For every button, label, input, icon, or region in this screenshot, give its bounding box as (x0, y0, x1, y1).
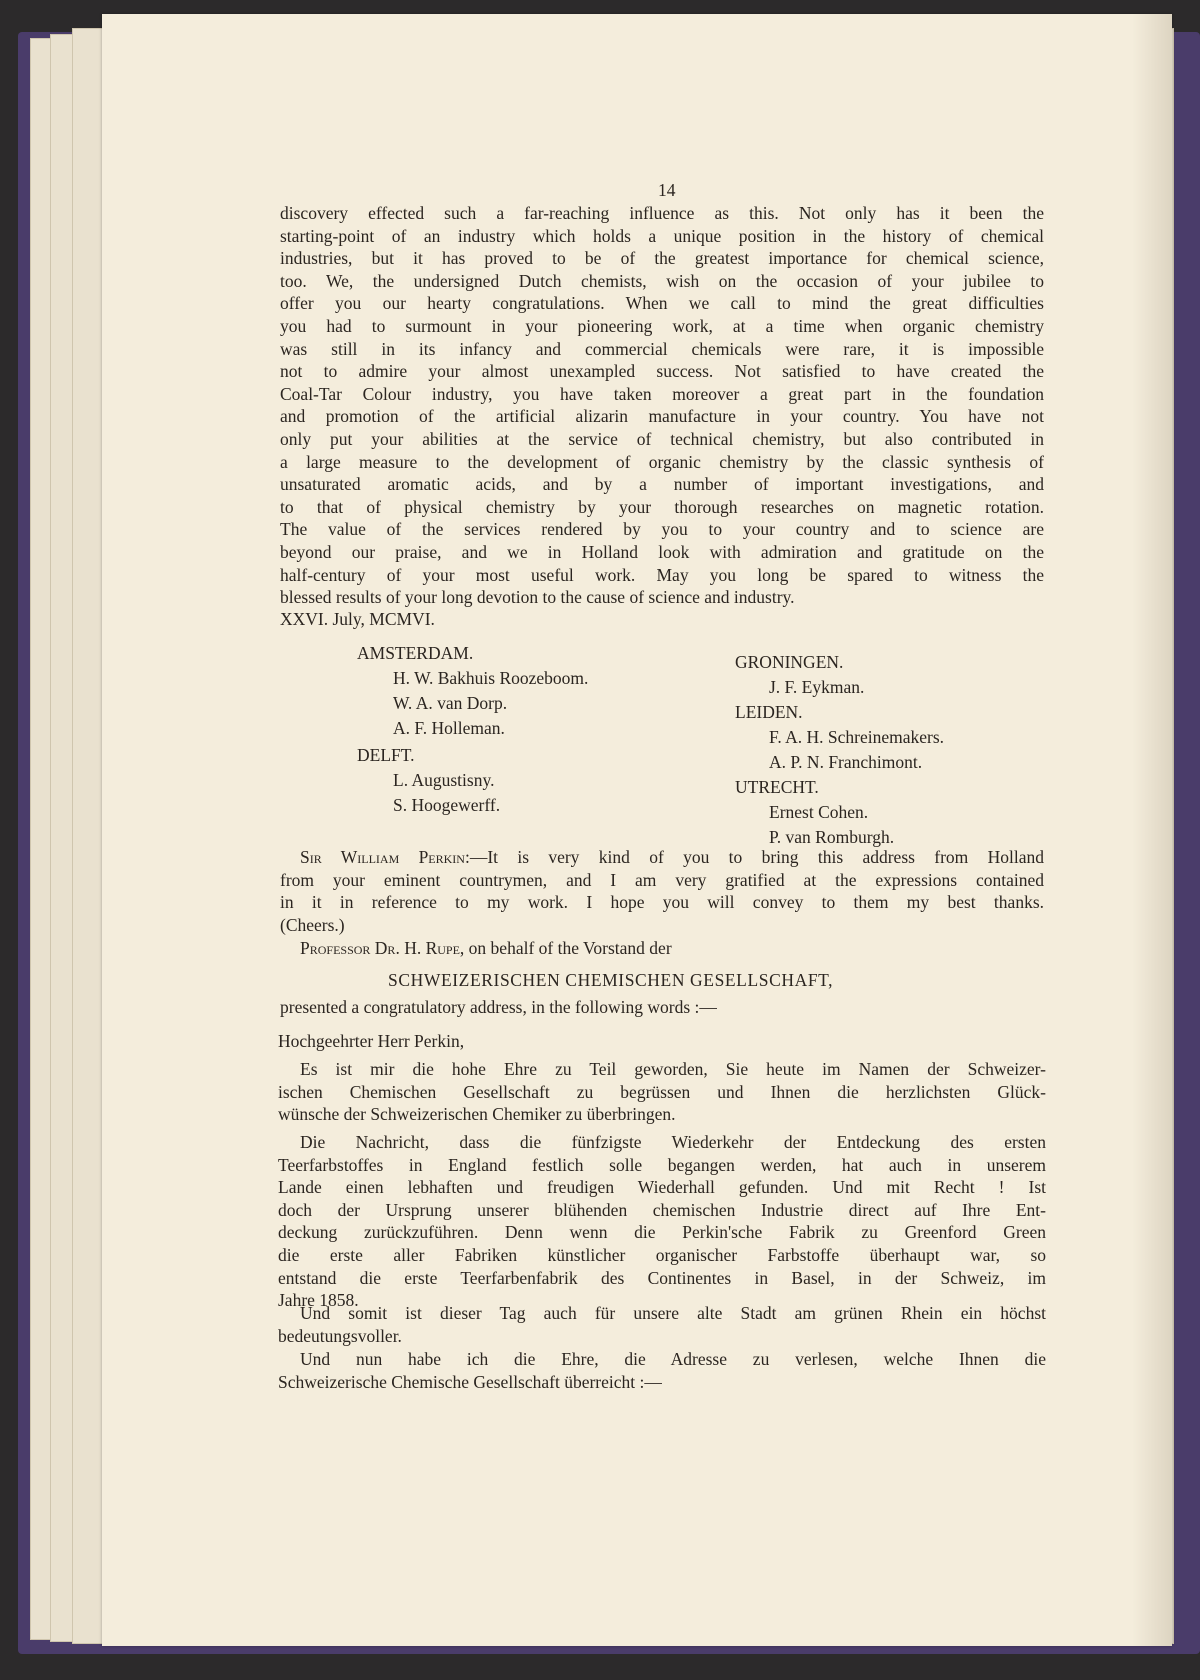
book-page (102, 14, 1172, 1646)
address-line: too. We, the undersigned Dutch chemists, wish on the occasion of your jubilee to (280, 270, 1044, 291)
german-address-line: die erste aller Fabriken künstlicher organischer Farbstoffe überhaupt war, so (278, 1245, 1046, 1265)
address-line: not to admire your almost unexampled success. Not satisfied to have created the (280, 361, 1044, 382)
rupe-intro: Professor Dr. H. Rupe, on behalf of the Vorstand der (300, 938, 672, 958)
city-heading: GRONINGEN. (735, 652, 844, 672)
city-heading: DELFT. (357, 745, 415, 765)
signatory-name: A. F. Holleman. (393, 718, 505, 738)
address-line: blessed results of your long devotion to the cause of science and industry. (280, 587, 795, 608)
address-line: The value of the services rendered by you to your country and to science are (280, 519, 1044, 540)
address-date: XXVI. July, MCMVI. (280, 609, 435, 629)
address-line: was still in its infancy and commercial chemicals were rare, it is impossible (280, 338, 1044, 359)
german-address-line: doch der Ursprung unserer blühenden chemischen Industrie direct auf Ihre Ent- (278, 1199, 1046, 1220)
address-line: offer you our hearty congratulations. When we call to mind the great difficulties (280, 293, 1044, 314)
society-name: SCHWEIZERISCHEN CHEMISCHEN GESELLSCHAFT, (388, 970, 834, 990)
perkin-reply-line: (Cheers.) (280, 914, 345, 935)
german-address-line: Und nun habe ich die Ehre, die Adresse zu verlesen, welche Ihnen die (300, 1349, 1046, 1369)
speaker-name: Sir William Perkin (300, 847, 465, 867)
city-heading: UTRECHT. (735, 777, 819, 797)
address-line: discovery effected such a far-reaching influence as this. Not only has it been the (280, 203, 1044, 223)
perkin-reply-line: from your eminent countrymen, and I am very gratified at the expressions contained (280, 869, 1044, 890)
speaker-name: Professor Dr. H. Rupe (300, 938, 460, 958)
address-line: and promotion of the artificial alizarin manufacture in your country. You have not (280, 406, 1044, 427)
salutation: Hochgeehrter Herr Perkin, (278, 1031, 465, 1051)
german-address-line: ischen Chemischen Gesellschaft zu begrüssen und Ihnen die herzlichsten Glück- (278, 1081, 1046, 1102)
address-line: you had to surmount in your pioneering work, at a time when organic chemistry (280, 316, 1044, 336)
address-line: a large measure to the development of organic chemistry by the classic synthesis of (280, 451, 1044, 472)
signatory-name: W. A. van Dorp. (393, 693, 508, 713)
german-address-line: deckung zurückzuführen. Denn wenn die Perkin'sche Fabrik zu Greenford Green (278, 1222, 1046, 1243)
signatory-name: P. van Romburgh. (769, 827, 895, 847)
address-line: beyond our praise, and we in Holland look with admiration and gratitude on the (280, 542, 1044, 562)
address-line: to that of physical chemistry by your thorough researches on magnetic rotation. (280, 496, 1044, 517)
address-line: Coal-Tar Colour industry, you have taken moreover a great part in the foundation (280, 383, 1044, 404)
german-address-line: entstand die erste Teerfarbenfabrik des Continentes in Basel, in der Schweiz, im (278, 1267, 1046, 1288)
signatory-name: A. P. N. Franchimont. (769, 752, 923, 772)
perkin-reply-line: Sir William Perkin:—It is very kind of you to bring this address from Holland (300, 847, 1044, 867)
page-number: 14 (658, 180, 676, 200)
address-line: industries, but it has proved to be of the greatest importance for chemical science, (280, 248, 1044, 269)
perkin-reply-line: in it in reference to my work. I hope you will convey to them my best thanks. (280, 892, 1044, 913)
signatory-name: Ernest Cohen. (769, 802, 869, 822)
address-line: starting-point of an industry which holds a unique position in the history of chemical (280, 225, 1044, 246)
german-address-line: Lande einen lebhaften und freudigen Wiederhall gefunden. Und mit Recht ! Ist (278, 1177, 1046, 1198)
german-address-line: Und somit ist dieser Tag auch für unsere alte Stadt am grünen Rhein ein höchst (300, 1303, 1046, 1323)
city-heading: LEIDEN. (735, 702, 803, 722)
signatory-name: S. Hoogewerff. (393, 795, 501, 815)
german-address-line: bedeutungsvoller. (278, 1325, 402, 1346)
signatory-name: L. Augustisny. (393, 770, 495, 790)
german-address-line: wünsche der Schweizerischen Chemiker zu überbringen. (278, 1104, 676, 1125)
signatory-name: J. F. Eykman. (769, 677, 865, 697)
address-line: only put your abilities at the service of technical chemistry, but also contributed in (280, 429, 1044, 449)
german-address-line: Die Nachricht, dass die fünfzigste Wiederkehr der Entdeckung des ersten (300, 1132, 1046, 1152)
address-line: half-century of your most useful work. May you long be spared to witness the (280, 564, 1044, 585)
german-address-line: Teerfarbstoffes in England festlich solle begangen werden, hat auch in unserem (278, 1154, 1046, 1175)
signatory-name: H. W. Bakhuis Roozeboom. (393, 668, 589, 688)
page-gutter-shadow (1132, 14, 1172, 1646)
presented-line: presented a congratulatory address, in the following words :— (280, 997, 717, 1017)
address-line: unsaturated aromatic acids, and by a number of important investigations, and (280, 474, 1044, 495)
signatory-name: F. A. H. Schreinemakers. (769, 727, 945, 747)
german-address-line: Jahre 1858. (278, 1290, 359, 1311)
city-heading: AMSTERDAM. (357, 643, 474, 663)
german-address-line: Es ist mir die hohe Ehre zu Teil geworden, Sie heute im Namen der Schweizer- (300, 1059, 1046, 1079)
german-address-line: Schweizerische Chemische Gesellschaft überreicht :— (278, 1371, 662, 1392)
